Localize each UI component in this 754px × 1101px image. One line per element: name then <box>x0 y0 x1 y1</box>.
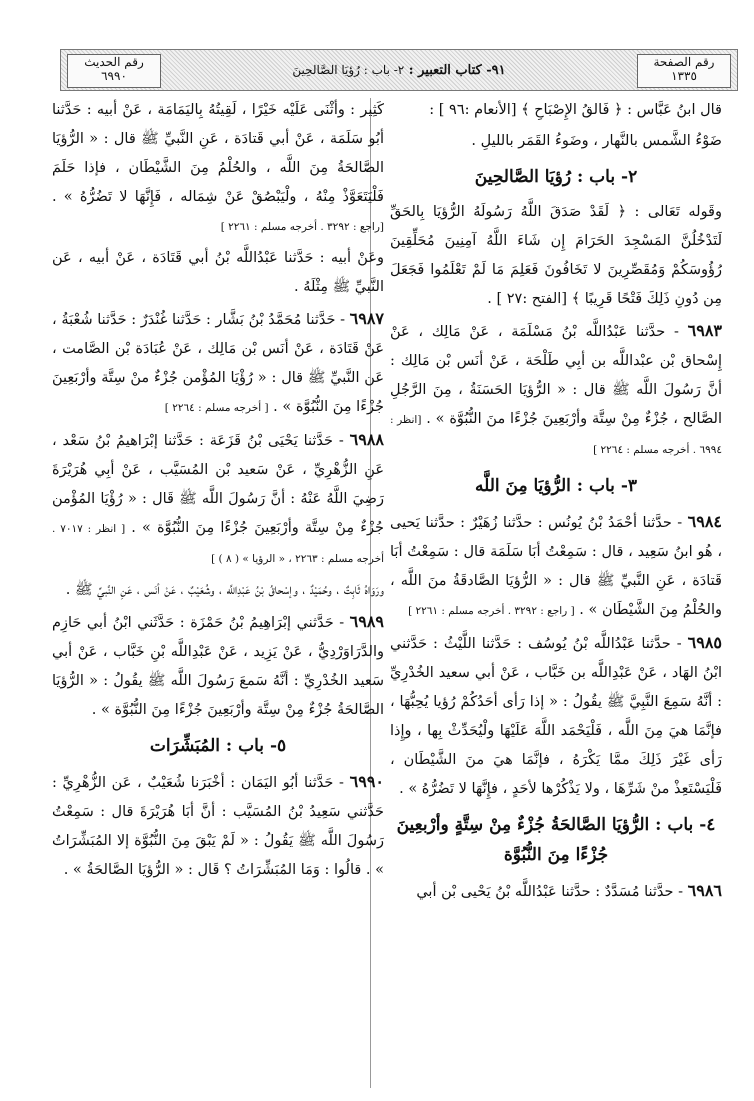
paragraph-text: - حَدَّثنا أبُو اليَمَان : أخْبَرَنا شُعَيْبٌ ، عَن الزُّهْرِيِّ : حَدَّثني سَعِيدُ بْنُ المُسَيَّب : أنَّ أبَا هُرَيْرَةَ قال : سَمِعْتُ رَسُولَ اللَّه ﷺ يَقُولُ : « لَمْ يَبْقَ مِنَ النُّبُوَّة إلا المُبَشِّرَاتُ » . قالُوا : وَمَا المُبَشِّرَاتُ ؟ قَال : « الرُّؤيَا الصَّالحَةُ » . <box>52 775 384 878</box>
hadith-number: ٦٩٩٠ <box>101 69 127 83</box>
book-title: ٩١- كتاب التعبير <box>418 63 506 78</box>
paragraph-text: كَثِير : وأثْنَى عَلَيْه خَيْرًا ، لَقِيتُهُ بِاليَمَامَة ، عَنْ أبيه : حَدَّثنا أبُو سَلَمَة ، عَنْ أبي قَتادَة ، عَنِ النَّبيِّ ﷺ قال : « الرُّؤيَا الصَّالحَةُ مِنَ اللَّه ، والحُلْمُ مِنَ الشَّيْطَان ، فإذا حَلَمَ فَلْيَتَعَوَّذْ مِنْهُ ، ولْيَبْصُقْ عَنْ شِمَاله ، فَإِنَّهَا لا تَضُرُّهُ » . <box>52 102 384 205</box>
page-number-box <box>637 54 731 88</box>
chapter-heading: ٥- باب : المُبَشِّرَات <box>149 736 287 756</box>
hadith-number: ٦٩٨٩ <box>349 612 384 631</box>
reference-note: [ راجع : ٣٢٩٢ . أخرجه مسلم : ٢٢٦١ ] <box>408 605 575 617</box>
hadith-number: ٦٩٨٦ <box>687 881 722 900</box>
hadith-number: ٦٩٩٠ <box>349 772 384 791</box>
title-separator: : <box>408 63 414 78</box>
paragraph-text: - حدَّثنا مُسَدَّدٌ : حدَّثنا عَبْدُاللَّه بْنُ يَحْيى بْن أبي <box>416 884 684 900</box>
hadith-number-box <box>67 54 161 88</box>
paragraph-text: - حدَّثنا أحْمَدُ بْنُ يُونُس : حدَّثنا زُهَيْرٌ : حدَّثنا يَحيى ، هُو ابنُ سَعِيد ، قال : سَمِعْتُ أبَا سَلَمَة قال : سَمِعْتُ أبَا قَتادَة ، عَنِ النَّبيِّ ﷺ قال : « الرُّؤيَا الصَّادقَةُ منَ اللَّه ، والحُلْمُ مِنَ الشَّيْطَان » . <box>390 515 722 618</box>
chapter-heading: ٢- باب : رُؤيَا الصَّالحِينَ <box>474 167 638 187</box>
right-column <box>390 96 722 1096</box>
paragraph-text: - حدَّثنا عَبْدُاللَّه بْنُ يُوسُف : حَدَّثنا اللَّيْثُ : حَدَّثني ابْنُ الهَاد ، عَنْ عَبْدِاللَّه بن خَبَّاب ، عَنْ أبي سعيد الخُدْرِيِّ : أنَّهُ سَمِعَ النَّبِيَّ ﷺ يقُولُ : « إذا رَأى أحَدُكُمْ رُؤيا يُحِبُّهَا ، فإنَّمَا هيَ مِنَ اللَّه ، فَلْيَحْمَد اللَّهَ عَلَيْهَا ولْيُحَدِّثْ بِها ، وإِذا رَأى غَيْرَ ذَلِكَ ممَّا يَكْرَهُ ، فإنَّمَا هيَ منَ الشَّيْطَان ، فَلْيَسْتَعِذْ منْ شَرِّهَا ، ولا يَذْكُرْها لأحَدٍ ، فإِنَّهَا لا تَضُرُّهُ » . <box>390 636 722 797</box>
text-paragraph <box>52 96 384 242</box>
hadith-paragraph <box>52 425 384 574</box>
reference-note: [ أخرجه مسلم : ٢٢٦٤ ] <box>164 402 269 414</box>
chapter-heading: ٤- باب : الرُّؤيَا الصَّالحَةُ جُزْءٌ مِنْ سِتَّةٍ وأرْبعِينَ جُزْءًا مِنَ النُّبُوَّة <box>396 815 716 865</box>
text-paragraph <box>52 244 384 302</box>
hadith-number: ٦٩٨٣ <box>687 321 722 340</box>
hadith-number: ٦٩٨٨ <box>349 430 384 449</box>
paragraph-text: قال ابنُ عَبَّاس : ﴿ فَالقُ الإِصْبَاحِ ﴾ [الأنعام :٩٦ ] : <box>429 102 722 118</box>
text-paragraph <box>390 127 722 156</box>
reference-note: [ انظر : ٧٠١٧ . أخرجه مسلم : ٢٢٦٣ ، « الرؤيا » ( ٨ ) ] <box>52 523 384 565</box>
running-title <box>176 56 622 84</box>
paragraph-text: وقَوله تَعَالى : ﴿ لَقَدْ صَدَقَ اللَّهُ رَسُولَهُ الرُّؤيَا بِالحَقِّ لَتَدْخُلُنَّ المَسْجِدَ الحَرَامَ إِن شَاءَ اللَّهُ آمِنِينَ مُحَلِّقِينَ رُؤُوسَكُمْ وَمُقَصِّرِينَ لا تَخَافُونَ فَعَلِمَ مَا لَمْ تَعْلَمُوا فَجَعَلَ مِن دُونِ ذَلِكَ فَتْحًا قَرِيبًا ﴾ [الفتح :٢٧ ] . <box>390 204 722 307</box>
text-paragraph <box>390 96 722 125</box>
hadith-number-label: رقم الحديث <box>84 55 144 69</box>
text-paragraph <box>52 576 384 605</box>
paragraph-text: ضَوْءُ الشَّمس بالنَّهار ، وضَوءُ القَمَر بالليلِ . <box>471 133 722 149</box>
reference-note: [انظر : ٦٩٩٤ . أخرجه مسلم : ٢٢٦٤ ] <box>390 414 722 456</box>
text-paragraph <box>390 198 722 314</box>
hadith-paragraph <box>390 628 722 804</box>
paragraph-text: - حَدَّثنا يَحْيَى بْنُ قَزَعَة : حَدَّثنا إبْرَاهيمُ بْنُ سَعْد ، عَنِ الزُّهْرِيِّ ، عَنْ سَعيد بْن المُسَيَّب ، عَنْ أبِي هُرَيْرَةَ رَضِيَ اللَّهُ عَنْهُ : أنَّ رَسُولَ اللَّه ﷺ قَال : « رُؤْيَا المُؤْمن جُزْءٌ مِنْ سِتَّة وأرْبَعِينَ جُزْءًا مِنَ النُّبُوَّة » . <box>52 433 384 536</box>
paragraph-text: - حَدَّثني إبْرَاهِيمُ بْنُ حَمْزَة : حَدَّثَني ابْنُ أبي حَازِم والدَّرَاوَرْدِيُّ ، عَنْ يَزِيد ، عَنْ عَبْدِاللَّه بْنِ خَبَّاب ، عَنْ أبي سَعيد الخُدْرِيِّ : أنَّهُ سَمعَ رَسُولَ اللَّه ﷺ يقُولُ : « الرُّؤيَا الصَّالحَةُ جُزْءٌ مِنْ سِتَّة وأرْبَعِينَ جُزْءًا مِنَ النُّبُوَّة » . <box>52 615 384 718</box>
left-column <box>52 96 384 1096</box>
reference-note: [راجع : ٣٢٩٢ . أخرجه مسلم : ٢٢٦١ ] <box>220 221 384 233</box>
hadith-paragraph <box>390 876 722 907</box>
hadith-paragraph <box>390 316 722 465</box>
chapter-subtitle: ٢- باب : رُؤيَا الصَّالحِينَ <box>292 63 405 77</box>
hadith-number: ٦٩٨٧ <box>349 309 384 328</box>
hadith-paragraph <box>52 767 384 885</box>
hadith-paragraph <box>52 607 384 725</box>
page-header <box>60 49 738 91</box>
paragraph-text: وعَنْ أبيه : حَدَّثنا عَبْدُاللَّه بْنُ أبي قَتَادَة ، عَنْ أبيه ، عَن النَّبيِّ ﷺ مِثْلَهُ . <box>52 250 384 295</box>
paragraph-text: - حدَّثنا عَبْدُاللَّه بْنُ مَسْلَمَة ، عَنْ مَالِك ، عَنْ إِسْحاق بْن عبْداللَّه بن أبِي طَلْحَة ، عَنْ أنَس بْن مَالِك : أنَّ رَسُولَ اللَّه ﷺ قال : « الرُّؤيَا الحَسَنَةُ ، مِنَ الرَّجُلِ الصَّالح ، جُزْءٌ مِنْ سِتَّة وأرْبَعِينَ جُزْءًا منَ النُّبُوَّة » . <box>390 324 722 427</box>
hadith-paragraph <box>52 304 384 423</box>
paragraph-text: - حَدَّثنا مُحَمَّدُ بْنُ بَشَّار : حَدَّثنا غُنْدَرٌ : حَدَّثنا شُعْبَةُ ، عَنْ قَتَادَة ، عَنْ أنَس بْن مَالِك ، عَنْ عُبَادَة بْن الصَّامت ، عَن النَّبيِّ ﷺ قال : « رُؤْيَا المُؤْمن جُزْءٌ منْ سِتَّة وأرْبَعِينَ جُزْءًا مِنَ النُّبُوَّة » . <box>52 312 384 415</box>
hadith-paragraph <box>390 507 722 626</box>
hadith-number: ٦٩٨٥ <box>687 633 722 652</box>
page-number: ١٣٣٥ <box>671 69 697 83</box>
paragraph-text: ورَوَاهُ ثَابِتٌ ، وحُمَيْدٌ ، وإسْحاقُ بْنُ عَبْدِاللَّه ، وشُعَيْبٌ ، عَنْ أنَس ، عَنِ النَّبيِّ ﷺ . <box>65 582 384 598</box>
hadith-number: ٦٩٨٤ <box>687 512 722 531</box>
chapter-heading: ٣- باب : الرُّؤيَا مِنَ اللَّه <box>474 476 638 496</box>
page-number-label: رقم الصفحة <box>653 55 715 69</box>
